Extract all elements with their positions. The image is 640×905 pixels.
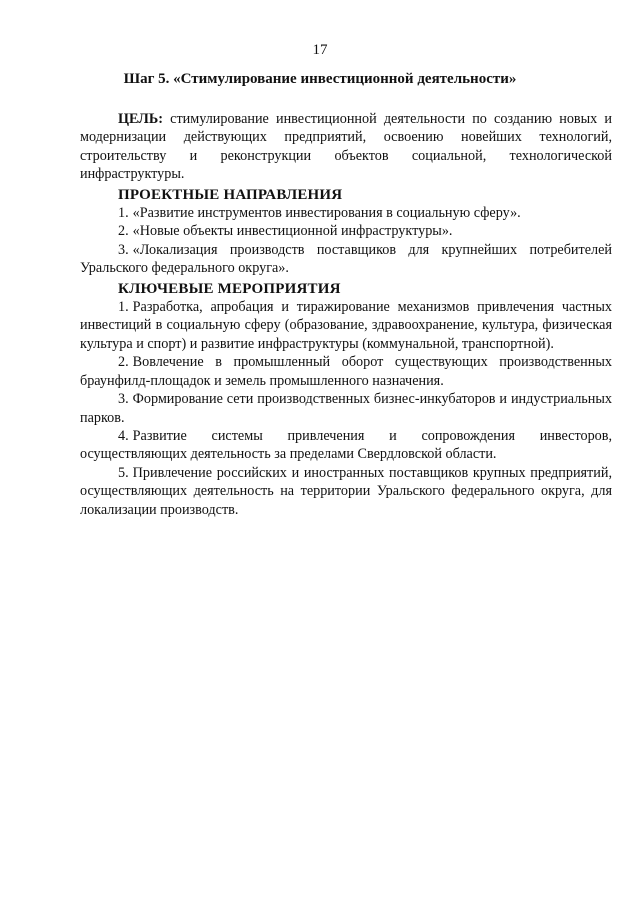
direction-number: 1.	[118, 205, 129, 222]
direction-item	[80, 204, 612, 222]
direction-number: 3.	[118, 241, 129, 258]
measure-item	[80, 427, 612, 464]
directions-list	[80, 204, 612, 278]
direction-text: «Локализация производств поставщиков для крупнейших потребителей Уральского федерального округа».	[80, 241, 612, 277]
direction-number: 2.	[118, 223, 129, 240]
document-body	[80, 110, 612, 519]
measure-number: 4.	[118, 427, 129, 444]
measures-heading: КЛЮЧЕВЫЕ МЕРОПРИЯТИЯ	[118, 280, 341, 297]
measure-item	[80, 390, 612, 427]
measure-item	[80, 464, 612, 519]
measure-number: 3.	[118, 391, 129, 408]
direction-text: «Развитие инструментов инвестирования в социальную сферу».	[132, 205, 521, 222]
direction-text: «Новые объекты инвестиционной инфраструктуры».	[132, 223, 453, 240]
direction-item	[80, 222, 612, 240]
goal-paragraph	[80, 110, 612, 184]
measure-text: Вовлечение в промышленный оборот существующих производственных браунфилд-площадок и земель промышленного назначения.	[80, 354, 612, 389]
measure-number: 2.	[118, 354, 129, 371]
page-number: 17	[312, 42, 328, 58]
measure-number: 5.	[118, 464, 129, 481]
measure-item	[80, 353, 612, 390]
goal-label: ЦЕЛЬ:	[118, 111, 163, 127]
step-title: Шаг 5. «Стимулирование инвестиционной деятельности»	[123, 71, 517, 87]
measure-text: Разработка, апробация и тиражирование механизмов привлечения частных инвестиций в социальную сферу (образование, здравоохранение, культура, физическая культура и спорт) и развитие инфраструктуры (коммунальной, транспортной).	[80, 299, 612, 352]
direction-item	[80, 241, 612, 278]
measure-text: Формирование сети производственных бизнес-инкубаторов и индустриальных парков.	[80, 391, 612, 426]
measure-item	[80, 298, 612, 353]
measure-text: Развитие системы привлечения и сопровождения инвесторов, осуществляющих деятельность за пределами Свердловской области.	[80, 427, 612, 463]
measure-number: 1.	[118, 299, 129, 316]
measures-list	[80, 298, 612, 519]
goal-text: стимулирование инвестиционной деятельности по созданию новых и модернизации действующих предприятий, освоению новейших технологий, строительству и реконструкции объектов социальной, технологической инфраструктуры.	[80, 111, 612, 183]
measure-text: Привлечение российских и иностранных поставщиков крупных предприятий, осуществляющих деятельность на территории Уральского федерального округа, для локализации производств.	[80, 464, 612, 518]
directions-heading: ПРОЕКТНЫЕ НАПРАВЛЕНИЯ	[118, 186, 343, 203]
